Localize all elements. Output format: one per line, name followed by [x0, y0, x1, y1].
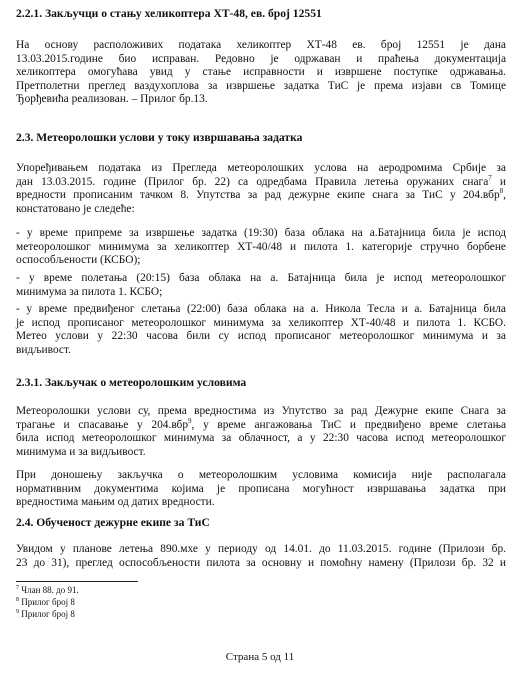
footnote-7 [16, 585, 79, 596]
text-line: констатовано је следеће: [16, 202, 135, 215]
text-line: Упоређивањем података из Прегледа метеоролошких услова на аеродромима Србије за [16, 162, 506, 174]
section-heading-2-2-1: 2.2.1. Закључци о стању хеликоптера ХТ-48, ев. број 12551 [16, 7, 322, 20]
text-line: Претполетни преглед ваздухоплова за извршење задатка ТиС је према изјави св Томице [16, 79, 506, 92]
text-line: На основу расположивих података хеликоптер ХТ-48 ев. број 12551 је дана [16, 39, 506, 51]
footnote-number: 7 [16, 585, 19, 591]
footnote-ref-8: 8 [499, 187, 504, 196]
text-line: 13.03.2015.године био исправан. Редовно је одржаван и праћења документација [16, 52, 506, 65]
paragraph-helicopter-condition [16, 39, 506, 107]
text-line: нормативним документима којима је прописана могућност извршавања задатка при [16, 482, 506, 495]
text-line: Метеоролошки услови су, према вредностима из Упутство за рад Дежурне екипе Снага за [16, 405, 506, 417]
text-segment: трагање и спасавање у 204.вбр [16, 418, 189, 431]
text-line: је испод прописаног метеоролошког минимума за хеликоптер ХТ-40/48 и пилота 1. КСБО. [16, 316, 506, 329]
footnote-ref-9: 9 [188, 416, 192, 425]
text-line: - у време припреме за извршење задатка (19:30) база облака на а.Батајница била је испод [16, 227, 506, 239]
footnote-text: Прилог број 8 [21, 597, 75, 607]
paragraph-meteo-comparison [16, 162, 506, 216]
text-segment: и [491, 175, 506, 188]
text-segment: дан 13.03.2015. године (Прилог бр. 22) са одредбама Правила летења оружаних снага [16, 175, 489, 188]
text-line [16, 189, 506, 203]
footnote-8 [16, 597, 75, 608]
text-line: - у време полетања (20:15) база облака на а. Батајница била је испод метеоролошког [16, 272, 506, 284]
text-segment: , у време ангажовања ТиС и предвиђено време слетања [191, 418, 506, 431]
bullet-preparation-time [16, 227, 506, 268]
text-line: вредностима мањим од датих вредности. [16, 496, 215, 509]
text-segment: вредности прописаним тачком 8. Упутства за рад дежурне екипе снага за ТиС у 204.вбр [16, 189, 500, 202]
paragraph-meteo-conclusion [16, 405, 506, 459]
text-line: - у време предвиђеног слетања (22:00) база облака на а. Никола Тесла и а. Батајница била [16, 303, 506, 315]
footnote-divider [16, 581, 138, 582]
text-line: 23 до 31), преглед оспособљености пилота за основну и помоћну намену (Прилози бр. 32 и [16, 556, 506, 569]
footnote-9 [16, 609, 75, 620]
footnote-ref-7: 7 [488, 173, 492, 182]
footnote-number: 9 [16, 609, 19, 615]
bullet-takeoff-time [16, 272, 506, 299]
section-heading-2-3-1: 2.3.1. Закључак о метеоролошким условима [16, 376, 247, 389]
text-line [16, 173, 506, 190]
text-segment: , [503, 189, 506, 202]
paragraph-commission-note [16, 469, 506, 510]
text-line: минимума и за видљивост. [16, 445, 146, 458]
footnote-text: Прилог број 8 [21, 609, 75, 619]
bullet-landing-time [16, 303, 506, 357]
section-heading-2-4: 2.4. Обученост дежурне екипе за ТиС [16, 516, 210, 529]
text-line: Ђорђевића реализован. – Прилог бр.13. [16, 93, 208, 106]
text-line: Увидом у планове летења 890.мхе у периоду од 14.01. до 11.03.2015. године (Прилози бр. [16, 543, 506, 555]
text-line: видљивост. [16, 343, 71, 356]
footnote-text: Члан 88. до 91. [21, 585, 79, 595]
page-number: Страна 5 од 11 [225, 651, 295, 663]
text-line: била испод метеоролошког минимума за облачност, а у 22:30 часова испод метеоролошког [16, 432, 506, 445]
paragraph-crew-training [16, 543, 506, 570]
text-line: минимума за пилота 1. КСБО; [16, 285, 163, 298]
text-line: хеликоптера омогућава увид у стање исправности и извршене поступке одржавања. [16, 66, 506, 79]
text-line: При доношењу закључка о метеоролошким условима комисија није располагала [16, 469, 506, 481]
text-line [16, 416, 506, 433]
text-line: оспособљености (КСБО); [16, 254, 141, 267]
section-heading-2-3: 2.3. Метеоролошки услови у току извршавања задатка [16, 131, 303, 144]
footnote-number: 8 [16, 597, 19, 603]
text-line: метеоролошког минимума за хеликоптер ХТ-40/48 и пилота 1. категорије стручно борбене [16, 240, 506, 253]
text-line: Метео услови у 22:30 часова били су испод прописаног метеоролошког минимума и за [16, 330, 506, 343]
